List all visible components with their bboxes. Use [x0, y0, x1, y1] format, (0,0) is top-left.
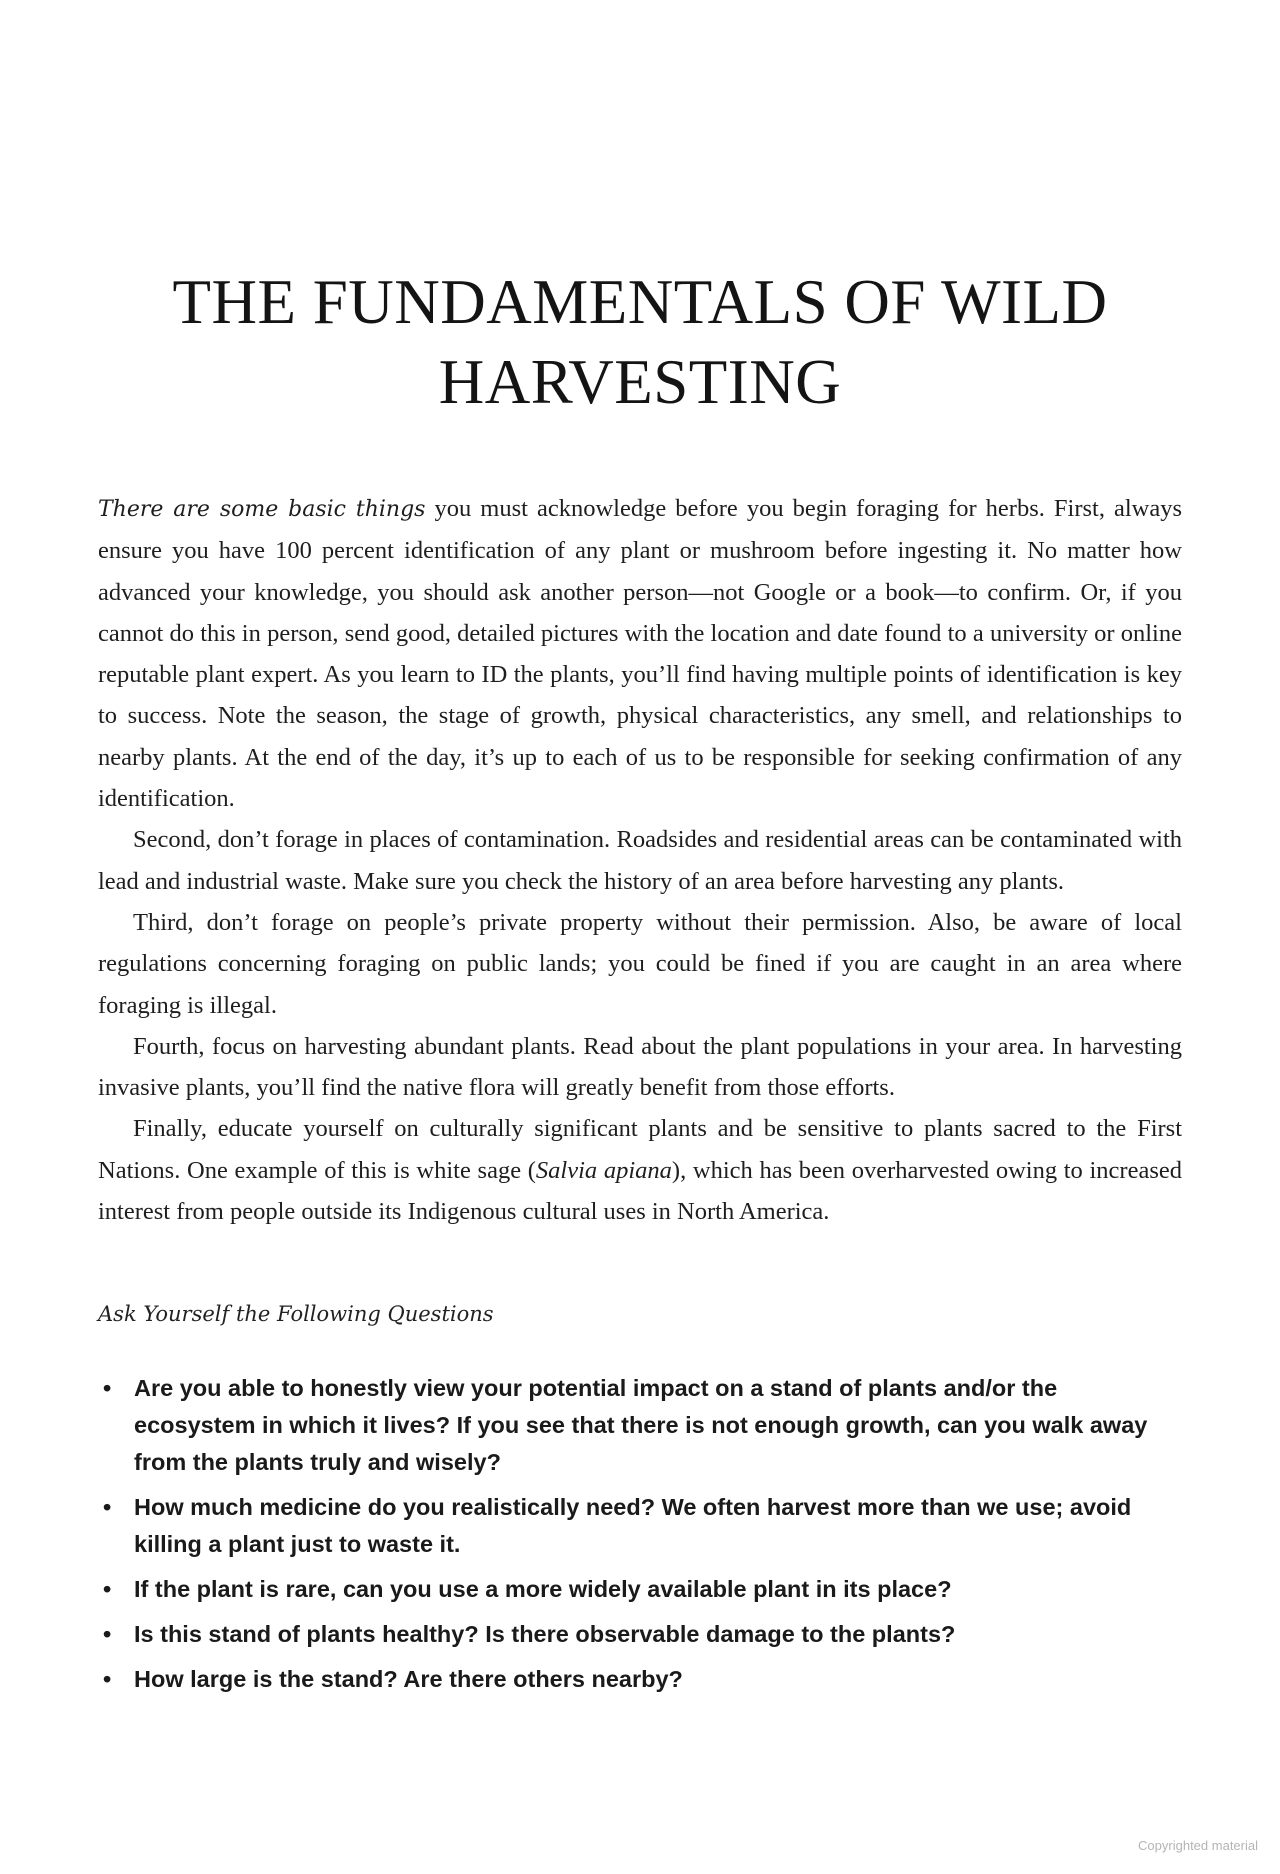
paragraph-intro — [98, 488, 1182, 819]
bullet-icon: • — [103, 1621, 112, 1647]
bullet-icon: • — [103, 1494, 112, 1520]
question-text: How large is the stand? Are there others nearby? — [134, 1666, 683, 1692]
bullet-icon: • — [103, 1666, 112, 1692]
question-text: Are you able to honestly view your potential impact on a stand of plants and/or the ecosystem in which it lives? If you see that there is not enough growth, can you walk away from the plants truly and wisely? — [134, 1375, 1148, 1475]
questions-subheading: Ask Yourself the Following Questions — [98, 1302, 494, 1326]
paragraph-intro-text: you must acknowledge before you begin foraging for herbs. First, always ensure you have 100 percent identification of any plant or mushroom before ingesting it. No matter how advanced your knowledge, you should ask another person—not Google or a book—to confirm. Or, if you cannot do this in person, send good, detailed pictures with the location and date found to a university or online reputable plant expert. As you learn to ID the plants, you’ll find having multiple points of identification is key to success. Note the season, the stage of growth, physical characteristics, any smell, and relationships to nearby plants. At the end of the day, it’s up to each of us to be responsible for seeking confirmation of any identification. — [98, 495, 1183, 813]
question-item — [98, 1370, 1182, 1481]
paragraph-second: Second, don’t forage in places of contamination. Roadsides and residential areas can be contaminated with lead and industrial waste. Make sure you check the history of an area before harvesting any plants. — [98, 826, 1182, 895]
chapter-title-line-2: HARVESTING — [438, 347, 842, 417]
questions-list — [98, 1370, 1182, 1706]
paragraph-fourth: Fourth, focus on harvesting abundant plants. Read about the plant populations in your area. In harvesting invasive plants, you’ll find the native flora will greatly benefit from those efforts. — [98, 1032, 1182, 1102]
question-text: Is this stand of plants healthy? Is there observable damage to the plants? — [134, 1621, 956, 1647]
lead-in-phrase: There are some basic things — [98, 497, 426, 522]
question-item — [98, 1661, 1182, 1698]
question-item — [98, 1489, 1182, 1563]
question-text: If the plant is rare, can you use a more widely available plant in its place? — [134, 1576, 952, 1602]
chapter-title-line-1: THE FUNDAMENTALS OF WILD — [172, 267, 1108, 337]
copyright-watermark: Copyrighted material — [1138, 1838, 1258, 1853]
bullet-icon: • — [103, 1375, 112, 1401]
paragraph-finally — [98, 1108, 1182, 1232]
bullet-icon: • — [103, 1576, 112, 1602]
paragraph-finally-before: Finally, educate yourself on culturally significant plants and be sensitive to plants sacred to the First Nations. One example of this is white sage ( — [98, 1115, 1182, 1184]
body-text — [98, 488, 1182, 1232]
paragraph-finally-after: ), which has been overharvested owing to increased interest from people outside its Indigenous cultural uses in North America. — [98, 1156, 1182, 1226]
question-item — [98, 1616, 1182, 1653]
paragraph-third: Third, don’t forage on people’s private property without their permission. Also, be aware of local regulations concerning foraging on public lands; you could be fined if you are caught in an area where foraging is illegal. — [98, 908, 1182, 1019]
question-text: How much medicine do you realistically need? We often harvest more than we use; avoid killing a plant just to waste it. — [134, 1494, 1132, 1557]
chapter-title — [98, 262, 1182, 422]
question-item — [98, 1571, 1182, 1608]
species-name: Salvia apiana — [535, 1156, 672, 1184]
